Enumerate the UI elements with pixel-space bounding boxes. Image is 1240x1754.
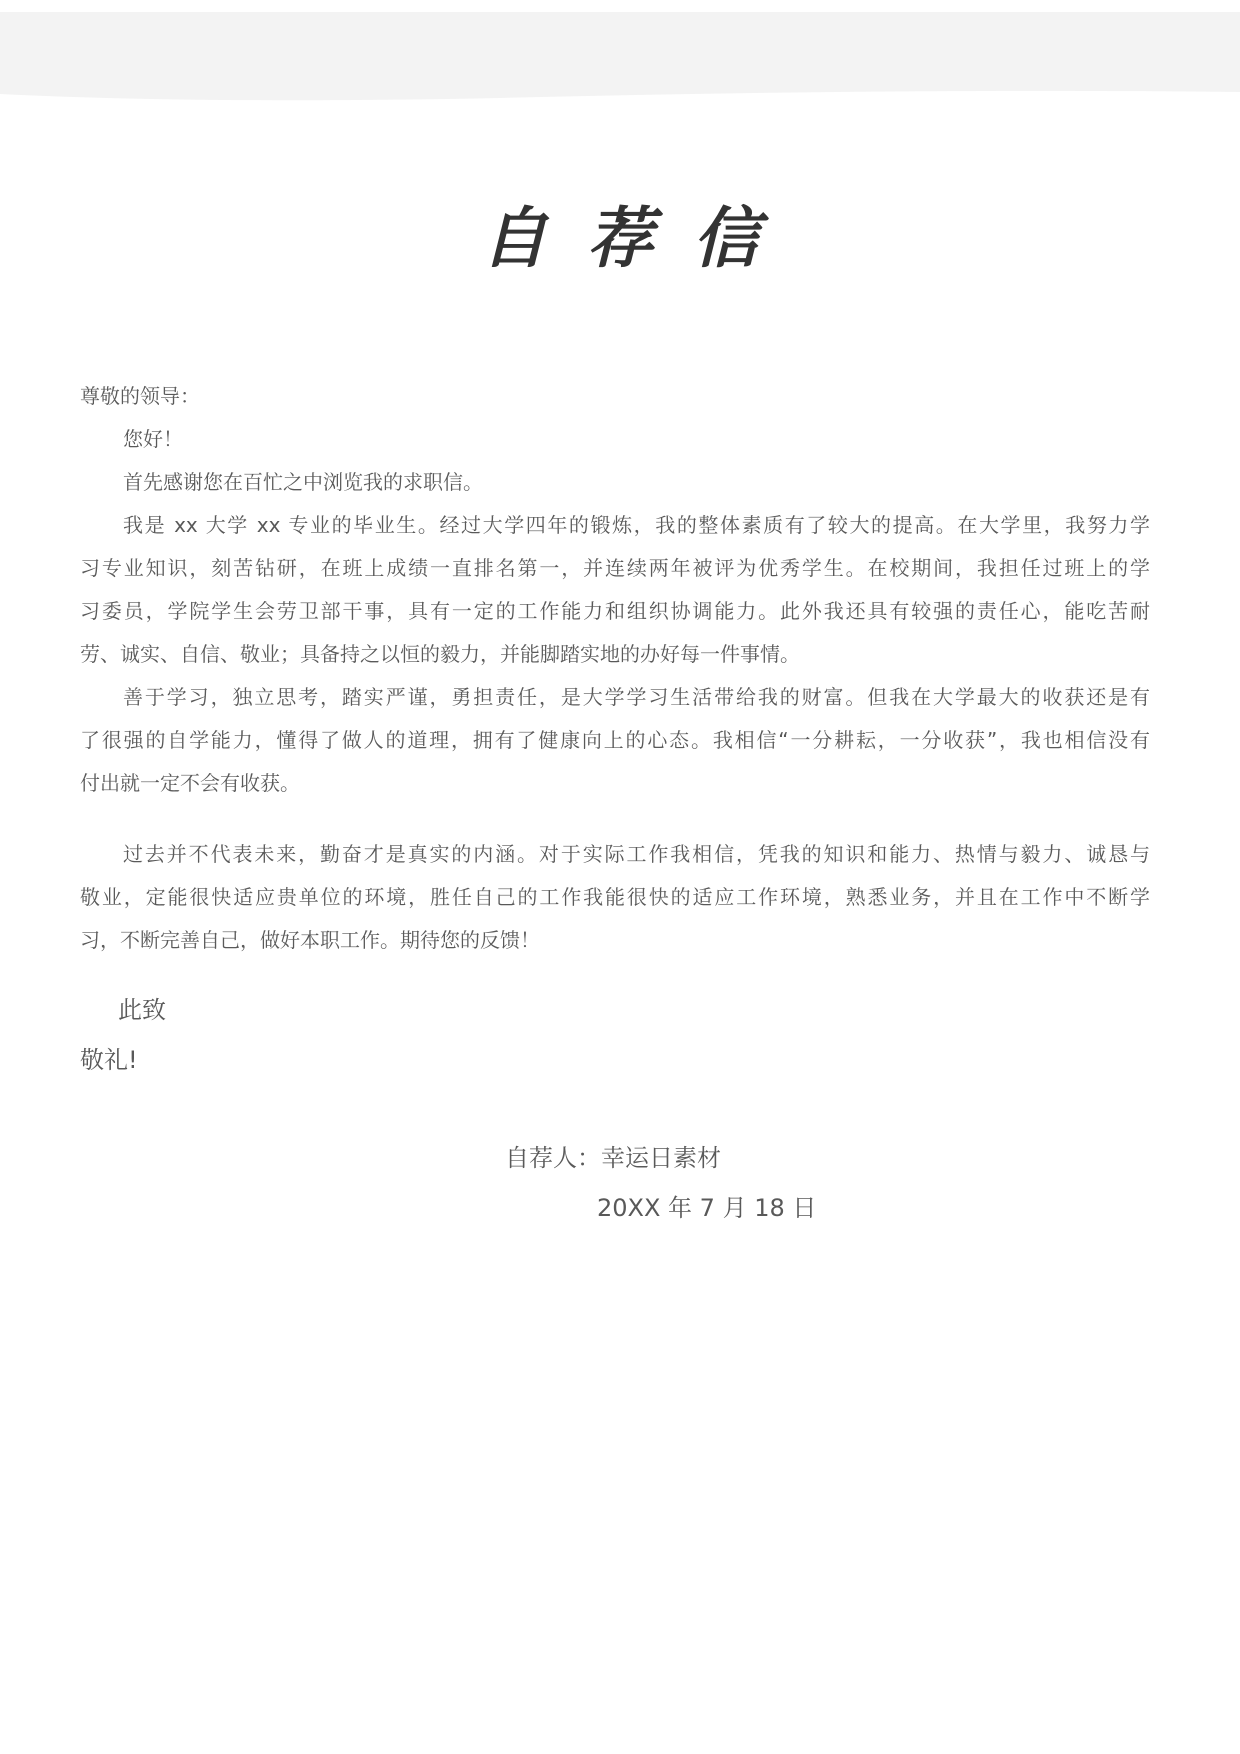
- paragraph-line: 我是 xx 大学 xx 专业的毕业生。经过大学四年的锻炼，我的整体素质有了较大的提高。在大学里，我努力学: [123, 513, 1150, 537]
- salutation: 尊敬的领导：: [80, 384, 200, 408]
- greeting: 您好！: [123, 427, 183, 451]
- paragraph-line: 过去并不代表未来，勤奋才是真实的内涵。对于实际工作我相信，凭我的知识和能力、热情与毅力、诚恳与: [123, 842, 1150, 866]
- paragraph-future: [80, 833, 1150, 962]
- closing-line-2: 敬礼!: [80, 1046, 138, 1074]
- signer: 自荐人：幸运日素材: [505, 1144, 721, 1172]
- closing-line-1: 此致: [118, 996, 166, 1024]
- paragraph-line: 敬业，定能很快适应贵单位的环境，胜任自己的工作我能很快的适应工作环境，熟悉业务，并且在工作中不断学: [80, 885, 1150, 909]
- paragraph-line: 习委员，学院学生会劳卫部干事，具有一定的工作能力和组织协调能力。此外我还具有较强的责任心，能吃苦耐: [80, 599, 1150, 623]
- paragraph-thanks: [80, 461, 1150, 504]
- page-title: 自荐信: [481, 199, 799, 277]
- letter-date: 20XX 年 7 月 18 日: [597, 1194, 817, 1222]
- paragraph-line: 善于学习，独立思考，踏实严谨，勇担责任，是大学学习生活带给我的财富。但我在大学最大的收获还是有: [123, 685, 1150, 709]
- letter-body: [80, 375, 1150, 962]
- paragraph-line: 付出就一定不会有收获。: [80, 771, 300, 795]
- paragraph-line: 首先感谢您在百忙之中浏览我的求职信。: [123, 470, 483, 494]
- paragraph-line: 劳、诚实、自信、敬业；具备持之以恒的毅力，并能脚踏实地的办好每一件事情。: [80, 642, 800, 666]
- header-wave-band: [0, 0, 1240, 110]
- paragraph-line: 习专业知识，刻苦钻研，在班上成绩一直排名第一，并连续两年被评为优秀学生。在校期间，我担任过班上的学: [80, 556, 1150, 580]
- paragraph-background: [80, 504, 1150, 676]
- paragraph-strengths: [80, 676, 1150, 805]
- paragraph-line: 习，不断完善自己，做好本职工作。期待您的反馈！: [80, 928, 540, 952]
- paragraph-line: 了很强的自学能力，懂得了做人的道理，拥有了健康向上的心态。我相信“一分耕耘，一分收获”，我也相信没有: [80, 728, 1150, 752]
